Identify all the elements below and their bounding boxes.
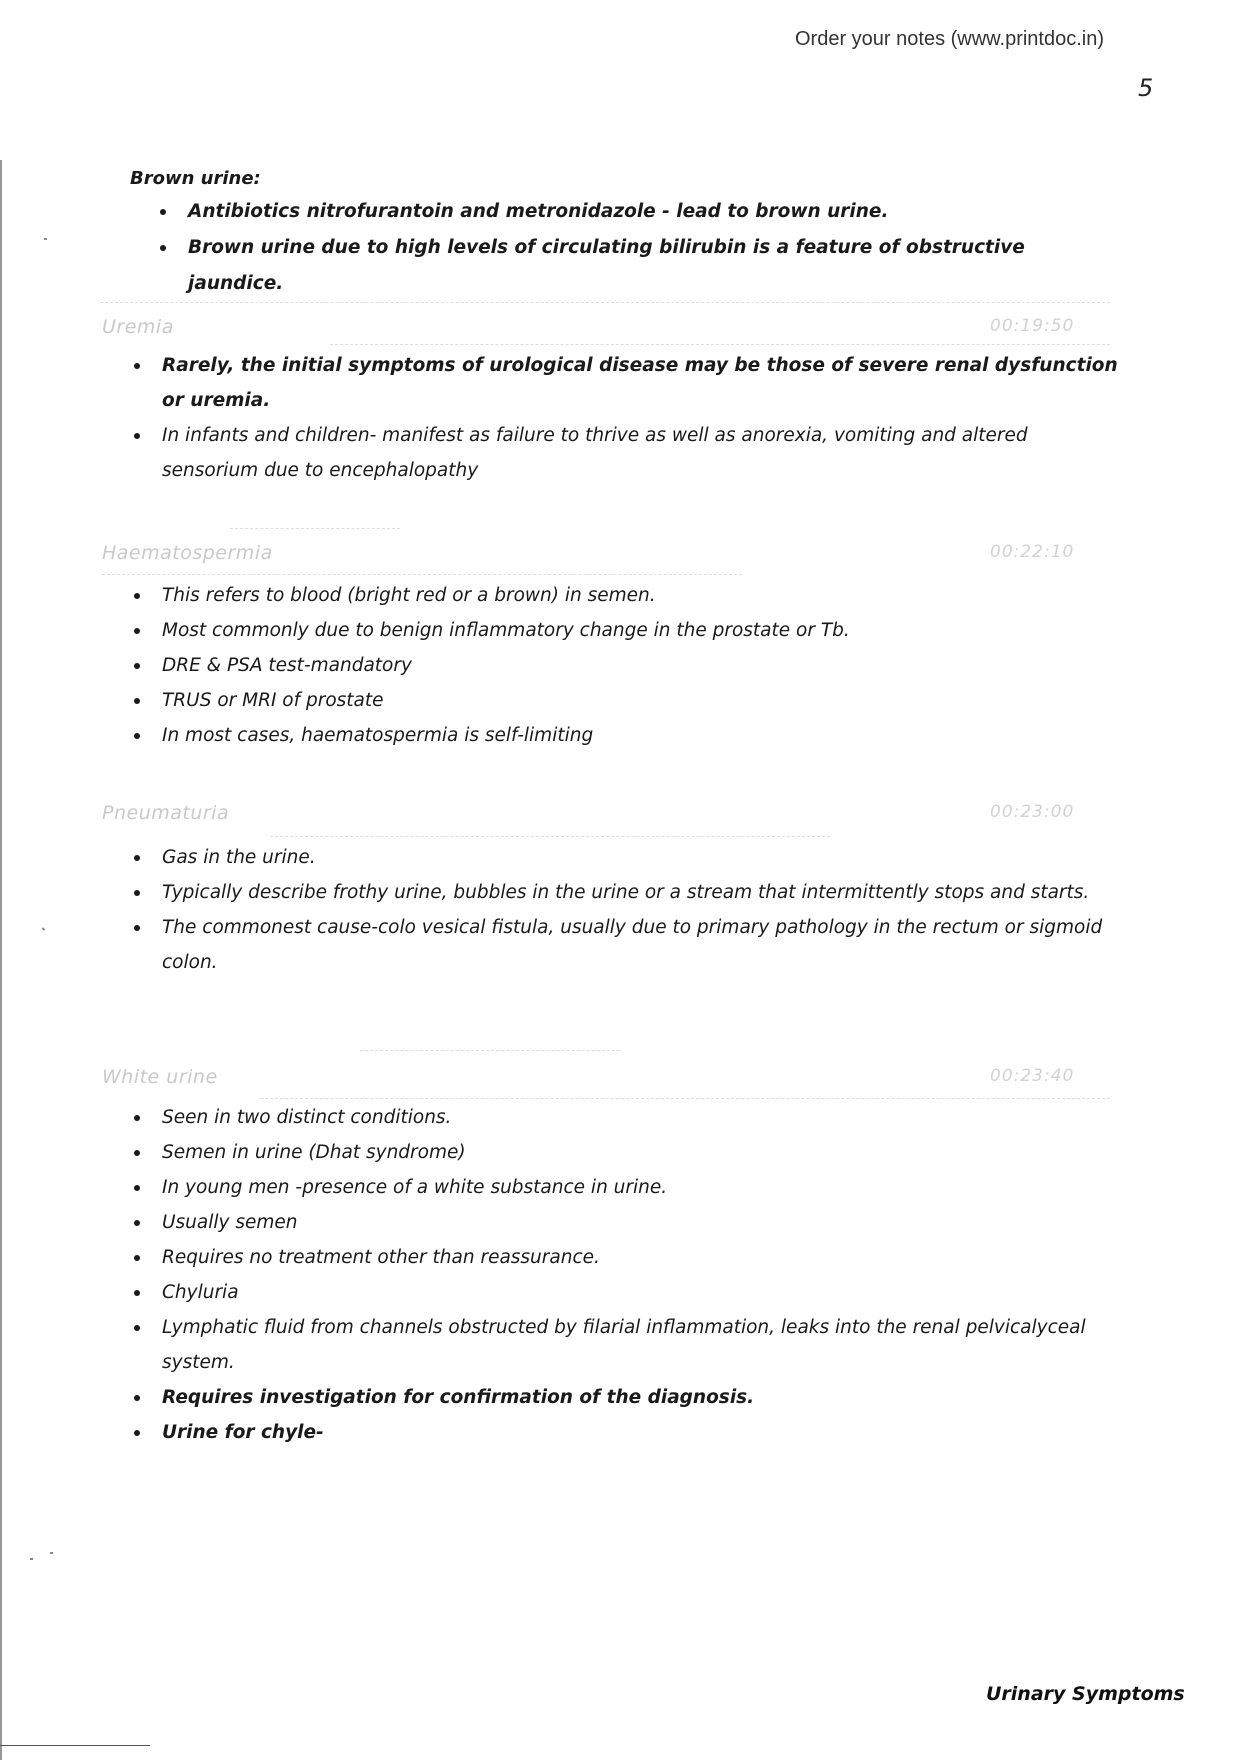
- list-item: This refers to blood (bright red or a brown) in semen.: [130, 578, 1120, 613]
- faded-divider: [360, 1050, 620, 1051]
- list-item: Lymphatic fluid from channels obstructed by filarial inflammation, leaks into the renal pelvicalyceal system.: [130, 1310, 1120, 1380]
- list-item: Semen in urine (Dhat syndrome): [130, 1135, 1120, 1170]
- bullet-icon: [134, 1150, 140, 1156]
- white-urine-faded-timestamp: 00:23:40: [990, 1066, 1075, 1086]
- bullet-icon: [134, 1430, 140, 1436]
- page-number: 5: [1138, 74, 1154, 102]
- uremia-faded-heading: Uremia: [102, 316, 174, 338]
- faded-divider: [260, 1098, 1110, 1099]
- list-item: DRE & PSA test-mandatory: [130, 648, 1120, 683]
- list-item: Antibiotics nitrofurantoin and metronidazole - lead to brown urine.: [156, 194, 1116, 230]
- bullet-icon: [134, 698, 140, 704]
- bullet-icon: [134, 925, 140, 931]
- white-urine-list: [130, 1100, 1120, 1450]
- order-notes-link: Order your notes (www.printdoc.in): [795, 28, 1105, 50]
- bullet-icon: [134, 733, 140, 739]
- list-item: Most commonly due to benign inflammatory change in the prostate or Tb.: [130, 613, 1120, 648]
- pneumaturia-list: [130, 840, 1120, 980]
- bullet-icon: [134, 1255, 140, 1261]
- bullet-icon: [160, 245, 166, 251]
- list-item: Usually semen: [130, 1205, 1120, 1240]
- bullet-icon: [134, 628, 140, 634]
- bullet-icon: [134, 1115, 140, 1121]
- scan-speck: [50, 1552, 53, 1554]
- bullet-icon: [134, 1220, 140, 1226]
- uremia-list: [130, 348, 1120, 488]
- bullet-icon: [134, 663, 140, 669]
- brown-urine-heading: Brown urine:: [130, 168, 261, 189]
- pneumaturia-faded-timestamp: 00:23:00: [990, 802, 1075, 822]
- haematospermia-list: [130, 578, 1120, 753]
- scan-speck: [44, 238, 47, 240]
- list-item: Gas in the urine.: [130, 840, 1120, 875]
- list-item: In infants and children- manifest as failure to thrive as well as anorexia, vomiting and altered sensorium due to encephalopathy: [130, 418, 1120, 488]
- faded-divider: [100, 302, 1110, 303]
- scan-speck: [30, 1558, 33, 1560]
- scan-margin-line: [0, 160, 2, 1760]
- list-item: Urine for chyle-: [130, 1415, 1120, 1450]
- list-item: Brown urine due to high levels of circulating bilirubin is a feature of obstructive jaundice.: [156, 230, 1116, 302]
- bullet-icon: [134, 593, 140, 599]
- list-item: Typically describe frothy urine, bubbles in the urine or a stream that intermittently stops and starts.: [130, 875, 1120, 910]
- pneumaturia-faded-heading: Pneumaturia: [102, 802, 230, 824]
- bullet-icon: [160, 209, 166, 215]
- bullet-icon: [134, 1290, 140, 1296]
- bullet-icon: [134, 890, 140, 896]
- bullet-icon: [134, 855, 140, 861]
- list-item: TRUS or MRI of prostate: [130, 683, 1120, 718]
- faded-divider: [230, 528, 400, 529]
- scan-bottom-rule: [0, 1745, 150, 1746]
- haematospermia-faded-heading: Haematospermia: [102, 542, 273, 564]
- scan-speck: [42, 927, 46, 930]
- list-item: Requires investigation for confirmation of the diagnosis.: [130, 1380, 1120, 1415]
- bullet-icon: [134, 363, 140, 369]
- bullet-icon: [134, 1395, 140, 1401]
- list-item: In most cases, haematospermia is self-limiting: [130, 718, 1120, 753]
- list-item: Rarely, the initial symptoms of urological disease may be those of severe renal dysfunction or uremia.: [130, 348, 1120, 418]
- footer-chapter-title: Urinary Symptoms: [986, 1683, 1185, 1705]
- white-urine-faded-heading: White urine: [102, 1066, 218, 1088]
- faded-divider: [102, 574, 742, 575]
- brown-urine-list: [156, 194, 1116, 302]
- uremia-faded-timestamp: 00:19:50: [990, 316, 1075, 336]
- list-item: In young men -presence of a white substance in urine.: [130, 1170, 1120, 1205]
- bullet-icon: [134, 1185, 140, 1191]
- list-item: The commonest cause-colo vesical fistula, usually due to primary pathology in the rectum or sigmoid colon.: [130, 910, 1120, 980]
- faded-divider: [330, 344, 1110, 345]
- faded-divider: [270, 836, 830, 837]
- list-item: Seen in two distinct conditions.: [130, 1100, 1120, 1135]
- list-item: Chyluria: [130, 1275, 1120, 1310]
- bullet-icon: [134, 1325, 140, 1331]
- bullet-icon: [134, 433, 140, 439]
- haematospermia-faded-timestamp: 00:22:10: [990, 542, 1075, 562]
- list-item: Requires no treatment other than reassurance.: [130, 1240, 1120, 1275]
